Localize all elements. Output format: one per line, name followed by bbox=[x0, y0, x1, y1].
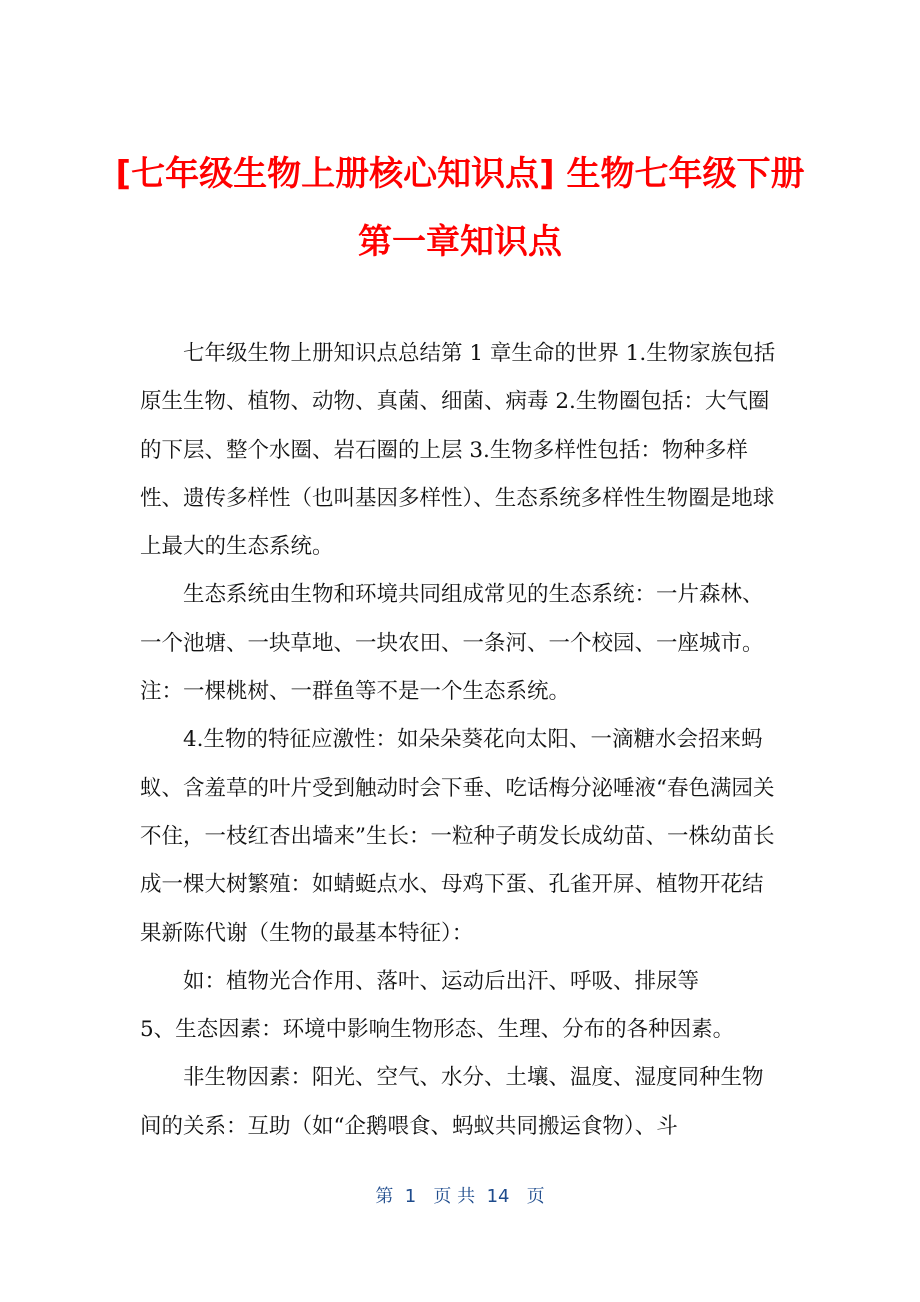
paragraph: 非生物因素：阳光、空气、水分、土壤、温度、湿度同种生物间的关系：互助（如“企鹅喂食、蚂蚁共同搬运食物）、斗 bbox=[140, 1065, 764, 1139]
document-body bbox=[140, 330, 780, 1151]
paragraph: 4.生物的特征应激性：如朵朵葵花向太阳、一滴糖水会招来蚂蚁、含羞草的叶片受到触动时会下垂、吃话梅分泌唾液“春色满园关不住，一枝红杏出墙来”生长：一粒种子萌发长成幼苗、一株幼苗长成一棵大树繁殖：如蜻蜓点水、母鸡下蛋、孔雀开屏、植物开花结果新陈代谢（生物的最基本特征）： bbox=[140, 727, 775, 946]
document-title: [七年级生物上册核心知识点] 生物七年级下册第一章知识点 bbox=[115, 154, 805, 262]
paragraph: 生态系统由生物和环境共同组成常见的生态系统：一片森林、一个池塘、一块草地、一块农田、一条河、一个校园、一座城市。注：一棵桃树、一群鱼等不是一个生态系统。 bbox=[140, 582, 764, 705]
paragraph: 如：植物光合作用、落叶、运动后出汗、呼吸、排尿等 bbox=[183, 968, 700, 994]
page-number-footer: 第 1 页 共 14 页 bbox=[375, 1186, 545, 1207]
paragraph: 七年级生物上册知识点总结第 1 章生命的世界 1.生物家族包括原生生物、植物、动物、真菌、细菌、病毒 2.生物圈包括：大气圈的下层、整个水圈、岩石圈的上层 3.生物多样性包括：物种多样性、遗传多样性（也叫基因多样性）、生态系统多样性生物圈是地球上最大的生态系统。 bbox=[140, 341, 776, 560]
paragraph: 5、生态因素：环境中影响生物形态、生理、分布的各种因素。 bbox=[140, 1017, 735, 1043]
